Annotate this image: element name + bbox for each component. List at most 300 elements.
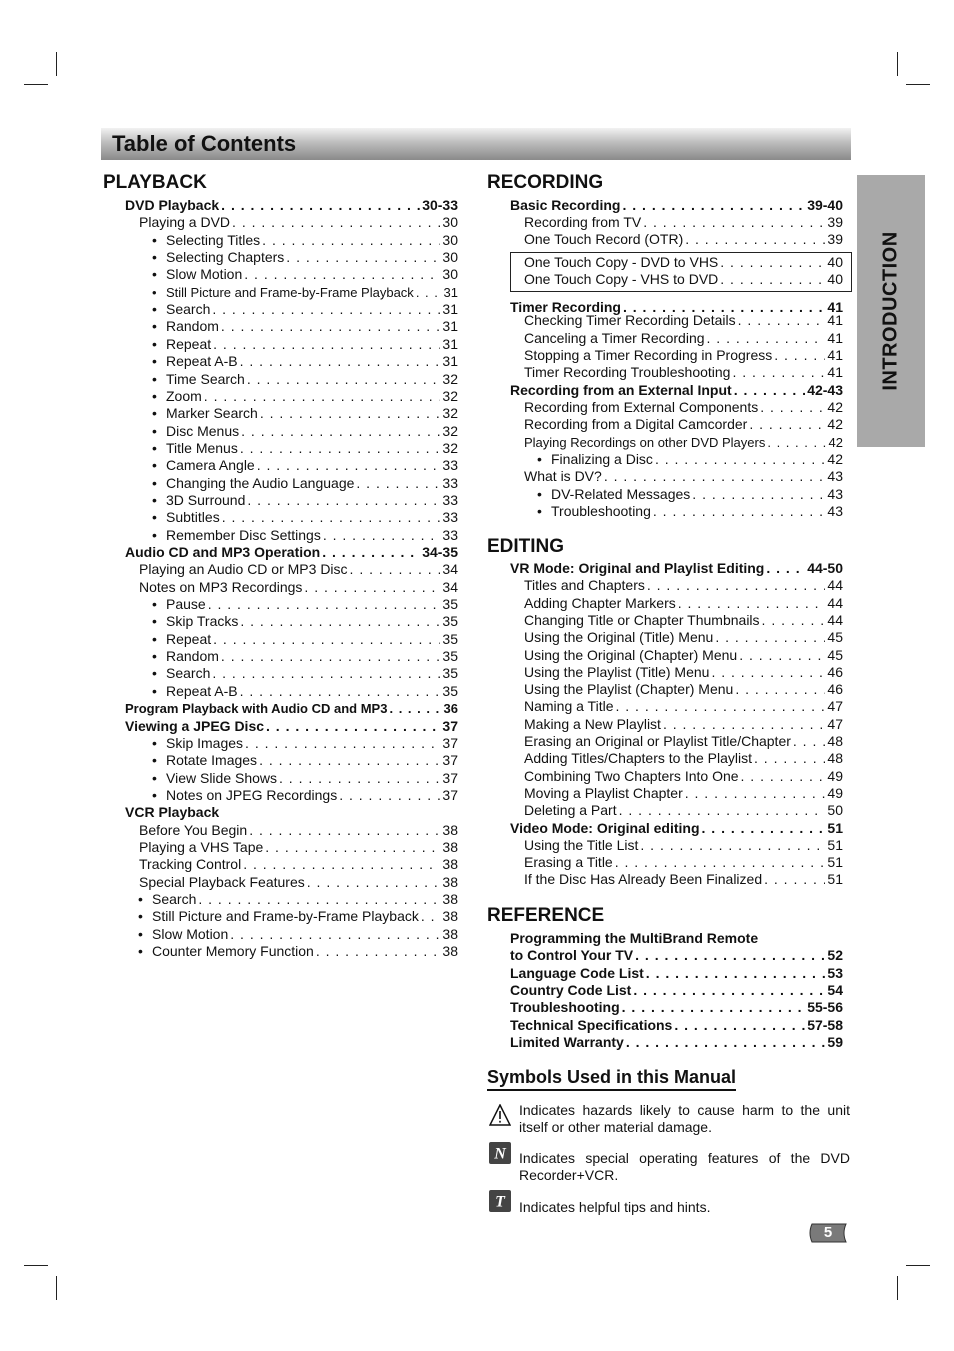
toc-entry-label: Basic Recording xyxy=(510,197,621,213)
toc-entry[interactable] xyxy=(166,249,458,266)
toc-subheading: VCR Playback xyxy=(125,804,220,821)
playback-heading: PLAYBACK xyxy=(103,172,207,193)
dot-leader xyxy=(222,509,441,526)
toc-entry[interactable] xyxy=(524,312,843,329)
toc-entry[interactable] xyxy=(524,750,843,767)
toc-entry[interactable] xyxy=(139,579,458,596)
dot-leader xyxy=(232,214,440,231)
dot-leader xyxy=(685,231,825,248)
toc-entry[interactable] xyxy=(524,664,843,681)
toc-entry[interactable] xyxy=(510,382,843,399)
toc-entry[interactable] xyxy=(551,486,843,503)
toc-entry-page: 51 xyxy=(827,871,843,888)
toc-entry[interactable] xyxy=(524,681,843,698)
toc-entry[interactable] xyxy=(166,318,458,335)
dot-leader xyxy=(715,629,825,646)
toc-entry-page: 32 xyxy=(442,387,458,404)
toc-entry[interactable] xyxy=(524,399,843,416)
toc-entry[interactable] xyxy=(551,503,843,520)
toc-entry[interactable] xyxy=(125,700,458,717)
toc-entry[interactable] xyxy=(166,596,458,613)
dot-leader xyxy=(204,388,441,405)
dot-leader xyxy=(774,347,825,364)
toc-entry-label: Adding Titles/Chapters to the Playlist xyxy=(524,750,753,767)
toc-entry[interactable] xyxy=(510,560,843,577)
toc-entry-page: 44 xyxy=(827,577,843,594)
toc-entry[interactable] xyxy=(524,577,843,594)
crop-mark xyxy=(897,1276,898,1300)
toc-entry[interactable] xyxy=(524,733,843,750)
toc-entry[interactable] xyxy=(166,527,458,544)
toc-entry-label: Deleting a Part xyxy=(524,802,617,819)
toc-entry-page: 35 xyxy=(442,682,458,699)
toc-entry-label: • Still Picture and Frame-by-Frame Playback xyxy=(152,908,419,925)
toc-entry[interactable] xyxy=(166,232,458,249)
toc-entry-page: 30 xyxy=(442,214,458,231)
toc-entry[interactable] xyxy=(139,839,458,856)
toc-entry-label: • Zoom xyxy=(166,388,202,405)
toc-entry-label: One Touch Record (OTR) xyxy=(524,231,684,247)
toc-entry-page: 44-50 xyxy=(807,560,843,576)
dot-leader xyxy=(749,416,825,433)
toc-entry-page: 31 xyxy=(442,318,458,335)
toc-entry[interactable] xyxy=(166,423,458,440)
toc-entry[interactable] xyxy=(166,787,458,804)
toc-entry[interactable] xyxy=(152,926,458,943)
symbols-title: Symbols Used in this Manual xyxy=(487,1067,736,1091)
toc-entry[interactable] xyxy=(139,822,458,839)
toc-entry[interactable] xyxy=(166,353,458,370)
toc-entry-page: 38 xyxy=(442,908,458,925)
toc-entry-label: • Marker Search xyxy=(166,405,258,422)
toc-entry-label: • Search xyxy=(166,301,210,318)
toc-entry-label: Before You Begin xyxy=(139,821,248,838)
dot-leader xyxy=(663,716,825,733)
toc-entry-page: 38 xyxy=(442,873,458,890)
toc-entry[interactable] xyxy=(524,612,843,629)
dot-leader xyxy=(323,527,441,544)
toc-entry[interactable] xyxy=(524,768,843,785)
dot-leader xyxy=(322,544,420,561)
toc-entry[interactable] xyxy=(152,943,458,960)
editing-heading: EDITING xyxy=(487,536,565,557)
crop-mark xyxy=(56,52,57,76)
toc-entry[interactable] xyxy=(166,683,458,700)
toc-entry-label: Limited Warranty xyxy=(510,1033,624,1050)
toc-entry-page: 38 xyxy=(442,856,458,873)
toc-entry-label: If the Disc Has Already Been Finalized xyxy=(524,871,763,888)
toc-entry-page: 39 xyxy=(827,231,843,247)
toc-entry[interactable] xyxy=(166,457,458,474)
toc-entry-label: • Still Picture and Frame-by-Frame Playback xyxy=(166,284,414,301)
toc-entry-page: 36 xyxy=(443,701,458,717)
toc-entry-page: 40 xyxy=(827,254,843,270)
toc-entry[interactable] xyxy=(125,197,458,214)
dot-leader xyxy=(615,698,825,715)
toc-entry[interactable] xyxy=(166,492,458,509)
dot-leader xyxy=(754,750,825,767)
dot-leader xyxy=(240,353,441,370)
toc-entry-label: • Slow Motion xyxy=(152,926,228,943)
toc-entry[interactable] xyxy=(524,647,843,664)
toc-entry-page: 51 xyxy=(827,836,843,853)
toc-entry-label: • Notes on JPEG Recordings xyxy=(166,787,337,804)
toc-entry-label: Special Playback Features xyxy=(139,873,305,890)
toc-entry-label: • Counter Memory Function xyxy=(152,943,314,960)
toc-entry-page: 42 xyxy=(827,451,843,467)
toc-entry-label: One Touch Copy - DVD to VHS xyxy=(524,254,719,270)
dot-leader xyxy=(702,820,826,837)
dot-leader xyxy=(734,382,805,399)
dot-leader xyxy=(212,665,440,682)
toc-entry[interactable] xyxy=(166,284,458,301)
toc-entry[interactable] xyxy=(166,631,458,648)
toc-entry-page: 32 xyxy=(442,405,458,422)
toc-entry-label: Combining Two Chapters Into One xyxy=(524,767,739,784)
toc-entry-page: 51 xyxy=(827,819,843,836)
dot-leader xyxy=(619,802,826,819)
toc-entry-page: 34 xyxy=(442,578,458,595)
toc-entry-label: • View Slide Shows xyxy=(166,770,277,787)
dot-leader xyxy=(389,700,441,717)
dot-leader xyxy=(767,434,826,451)
toc-entry-page: 43 xyxy=(827,468,843,484)
toc-entry[interactable] xyxy=(524,214,843,231)
toc-entry-page: 41 xyxy=(827,312,843,328)
toc-entry-page: 37 xyxy=(442,769,458,786)
toc-entry[interactable] xyxy=(166,613,458,630)
crop-mark xyxy=(24,84,48,85)
recording-heading: RECORDING xyxy=(487,172,604,193)
toc-entry-page: 48 xyxy=(827,733,843,749)
toc-entry-page: 41 xyxy=(827,364,843,380)
toc-entry-page: 48 xyxy=(827,750,843,767)
toc-entry-label: Playing a VHS Tape xyxy=(139,838,264,855)
toc-entry-label: One Touch Copy - VHS to DVD xyxy=(524,271,719,287)
toc-entry-page: 37 xyxy=(442,752,458,769)
dot-leader xyxy=(260,405,441,422)
toc-entry-page: 34-35 xyxy=(422,544,458,560)
toc-entry[interactable] xyxy=(152,891,458,908)
dot-leader xyxy=(247,371,441,388)
toc-entry-label: Recording from a Digital Camcorder xyxy=(524,416,748,432)
symbol-text-note: Indicates special operating features of the DVD Recorder+VCR. xyxy=(519,1150,850,1183)
dot-leader xyxy=(604,468,826,485)
dot-leader xyxy=(674,1017,805,1034)
crop-mark xyxy=(906,1265,930,1266)
toc-entry-label: Adding Chapter Markers xyxy=(524,594,676,611)
toc-entry[interactable] xyxy=(166,735,458,752)
dot-leader xyxy=(356,475,440,492)
toc-entry-label: • Changing the Audio Language xyxy=(166,475,354,492)
toc-entry[interactable] xyxy=(524,271,843,288)
toc-entry-label: Recording from TV xyxy=(524,214,642,230)
toc-entry[interactable] xyxy=(125,544,458,561)
dot-leader xyxy=(421,908,441,925)
dot-leader xyxy=(279,770,440,787)
dot-leader xyxy=(213,336,440,353)
toc-entry-label: • Random xyxy=(166,648,219,665)
toc-entry[interactable] xyxy=(166,665,458,682)
toc-entry[interactable] xyxy=(510,1034,843,1051)
toc-entry-page: 41 xyxy=(827,347,843,363)
toc-entry-page: 33 xyxy=(442,474,458,491)
dot-leader xyxy=(243,856,440,873)
toc-entry-label: Video Mode: Original editing xyxy=(510,819,700,836)
toc-entry-page: 41 xyxy=(827,330,843,346)
toc-entry[interactable] xyxy=(524,595,843,612)
toc-entry[interactable] xyxy=(524,837,843,854)
toc-entry-label: Making a New Playlist xyxy=(524,715,661,732)
note-n-icon xyxy=(489,1142,511,1164)
toc-entry[interactable] xyxy=(166,752,458,769)
toc-entry[interactable] xyxy=(551,451,843,468)
toc-entry-label: Playing Recordings on other DVD Players xyxy=(524,435,766,450)
toc-entry[interactable] xyxy=(510,982,843,999)
toc-entry[interactable] xyxy=(524,785,843,802)
toc-entry-label: Moving a Playlist Chapter xyxy=(524,784,683,801)
toc-entry-label: Canceling a Timer Recording xyxy=(524,330,705,346)
toc-entry[interactable] xyxy=(510,820,843,837)
toc-entry-page: 38 xyxy=(442,891,458,907)
toc-entry-label: Using the Original (Title) Menu xyxy=(524,629,714,646)
dot-leader xyxy=(615,854,826,871)
crop-mark xyxy=(906,84,930,85)
toc-entry[interactable] xyxy=(166,301,458,318)
toc-entry-label: • Title Menus xyxy=(166,440,238,457)
toc-entry-label: • Repeat xyxy=(166,336,211,353)
toc-entry-label: Checking Timer Recording Details xyxy=(524,312,736,328)
dot-leader xyxy=(685,785,826,802)
toc-entry-page: 33 xyxy=(442,509,458,526)
toc-entry-label: • Repeat xyxy=(166,631,211,648)
crop-mark xyxy=(897,52,898,76)
dot-leader xyxy=(230,926,440,943)
toc-entry-label: Recording from an External Input xyxy=(510,382,732,398)
toc-entry-page: 39 xyxy=(827,214,843,230)
dot-leader xyxy=(339,787,440,804)
toc-entry-label: Viewing a JPEG Disc xyxy=(125,717,265,734)
toc-entry-label: Timer Recording xyxy=(510,299,621,315)
toc-entry[interactable] xyxy=(524,330,843,347)
toc-entry[interactable] xyxy=(510,947,843,964)
dot-leader xyxy=(622,197,805,214)
toc-entry-label: • Repeat A-B xyxy=(166,353,238,370)
toc-entry[interactable] xyxy=(510,1017,843,1034)
symbol-text-warning: Indicates hazards likely to cause harm to the unit itself or other material damage. xyxy=(519,1102,850,1135)
toc-entry-label: Naming a Title xyxy=(524,698,614,715)
dot-leader xyxy=(257,457,441,474)
toc-entry-label: • Selecting Chapters xyxy=(166,249,284,266)
toc-entry-label: • Search xyxy=(152,891,196,908)
toc-entry-page: 30 xyxy=(442,266,458,283)
toc-entry-label: Titles and Chapters xyxy=(524,577,645,594)
toc-entry-page: 35 xyxy=(442,648,458,665)
toc-entry[interactable] xyxy=(524,871,843,888)
toc-entry[interactable] xyxy=(166,388,458,405)
toc-entry-page: 51 xyxy=(827,854,843,871)
dot-leader xyxy=(643,214,825,231)
toc-entry-page: 54 xyxy=(827,981,843,998)
toc-entry-page: 46 xyxy=(827,663,843,680)
toc-entry-label: • Skip Tracks xyxy=(166,613,238,630)
toc-entry-label: Country Code List xyxy=(510,981,632,998)
toc-entry[interactable] xyxy=(510,999,843,1016)
toc-entry[interactable] xyxy=(139,214,458,231)
toc-entry[interactable] xyxy=(524,254,843,271)
dot-leader xyxy=(732,364,825,381)
toc-entry-page: 37 xyxy=(442,734,458,751)
toc-entry[interactable] xyxy=(166,371,458,388)
toc-entry[interactable] xyxy=(524,854,843,871)
toc-entry-label: • 3D Surround xyxy=(166,492,245,509)
toc-entry-page: 55-56 xyxy=(807,999,843,1016)
toc-entry[interactable] xyxy=(166,475,458,492)
dot-leader xyxy=(738,312,826,329)
toc-entry-page: 39-40 xyxy=(807,197,843,213)
toc-entry[interactable] xyxy=(524,347,843,364)
toc-entry-label: Stopping a Timer Recording in Progress xyxy=(524,347,773,363)
toc-entry[interactable] xyxy=(166,336,458,353)
toc-entry[interactable] xyxy=(524,716,843,733)
toc-entry[interactable] xyxy=(524,364,843,381)
toc-entry-page: 35 xyxy=(442,630,458,647)
dot-leader xyxy=(764,871,825,888)
dot-leader xyxy=(241,423,440,440)
toc-entry-page: 46 xyxy=(827,681,843,698)
crop-mark xyxy=(24,1265,48,1266)
toc-entry-label: • Troubleshooting xyxy=(551,503,651,520)
dot-leader xyxy=(198,891,440,908)
toc-entry[interactable] xyxy=(166,770,458,787)
toc-entry-label: Erasing a Title xyxy=(524,854,613,871)
toc-entry-label: • Search xyxy=(166,665,210,682)
title-bar xyxy=(101,128,851,160)
toc-entry[interactable] xyxy=(166,648,458,665)
toc-entry[interactable] xyxy=(524,416,843,433)
toc-entry[interactable] xyxy=(524,802,843,819)
svg-text:T: T xyxy=(495,1193,505,1211)
toc-entry[interactable] xyxy=(166,509,458,526)
dot-leader xyxy=(221,197,420,214)
toc-entry-page: 57-58 xyxy=(807,1016,843,1033)
toc-entry-label: Audio CD and MP3 Operation xyxy=(125,544,321,560)
toc-entry-label: • Subtitles xyxy=(166,509,220,526)
toc-entry-label: Using the Original (Chapter) Menu xyxy=(524,646,738,663)
dot-leader xyxy=(653,503,826,520)
toc-entry[interactable] xyxy=(166,440,458,457)
dot-leader xyxy=(221,648,441,665)
toc-entry[interactable] xyxy=(139,856,458,873)
toc-entry-label: Timer Recording Troubleshooting xyxy=(524,364,731,380)
toc-entry[interactable] xyxy=(524,231,843,248)
dot-leader xyxy=(286,249,440,266)
side-tab xyxy=(857,175,925,447)
crop-mark xyxy=(56,1276,57,1300)
dot-leader xyxy=(240,683,441,700)
toc-entry-label: • Repeat A-B xyxy=(166,683,238,700)
toc-entry[interactable] xyxy=(524,698,843,715)
toc-entry-page: 38 xyxy=(442,925,458,942)
dot-leader xyxy=(213,631,440,648)
toc-entry-label: • Skip Images xyxy=(166,735,243,752)
toc-entry-page: 41 xyxy=(827,299,843,315)
toc-entry[interactable] xyxy=(166,405,458,422)
toc-entry[interactable] xyxy=(510,965,843,982)
toc-entry[interactable] xyxy=(152,908,458,925)
dot-leader xyxy=(244,266,440,283)
toc-entry-page: 31 xyxy=(442,335,458,352)
dot-leader xyxy=(678,595,826,612)
toc-entry-label: • Selecting Titles xyxy=(166,232,260,249)
toc-entry[interactable] xyxy=(139,561,458,578)
toc-entry[interactable] xyxy=(524,434,843,451)
toc-entry-label: What is DV? xyxy=(524,468,602,484)
dot-leader xyxy=(647,577,826,594)
toc-entry-page: 37 xyxy=(442,717,458,734)
dot-leader xyxy=(622,999,806,1016)
toc-entry-label: • Pause xyxy=(166,596,206,613)
toc-entry[interactable] xyxy=(524,629,843,646)
dot-leader xyxy=(212,301,440,318)
dot-leader xyxy=(741,768,826,785)
toc-entry-page: 32 xyxy=(442,439,458,456)
toc-entry-page: 33 xyxy=(442,526,458,543)
toc-entry-page: 45 xyxy=(827,646,843,663)
toc-entry-label: • Slow Motion xyxy=(166,266,242,283)
toc-entry-page: 34 xyxy=(442,561,458,578)
dot-leader xyxy=(221,318,441,335)
dot-leader xyxy=(720,254,825,271)
symbol-text-tip: Indicates helpful tips and hints. xyxy=(519,1199,711,1215)
toc-entry[interactable] xyxy=(524,468,843,485)
toc-entry-label: • Remember Disc Settings xyxy=(166,527,321,544)
toc-entry-label: to Control Your TV xyxy=(510,947,634,964)
dot-leader xyxy=(265,839,440,856)
tip-t-icon xyxy=(489,1190,511,1212)
toc-entry-page: 35 xyxy=(442,596,458,613)
toc-entry-page: 45 xyxy=(827,629,843,646)
toc-entry-page: 33 xyxy=(442,491,458,508)
toc-entry-label: • DV-Related Messages xyxy=(551,486,690,503)
toc-entry-page: 52 xyxy=(827,947,843,964)
toc-entry-label: • Camera Angle xyxy=(166,457,255,474)
dot-leader xyxy=(640,837,825,854)
toc-entry[interactable] xyxy=(166,266,458,283)
toc-entry-page: 35 xyxy=(442,613,458,630)
toc-entry-page: 53 xyxy=(827,964,843,981)
dot-leader xyxy=(735,681,825,698)
page-title: Table of Contents xyxy=(112,131,297,156)
toc-entry-page: 42-43 xyxy=(807,382,843,398)
toc-entry[interactable] xyxy=(139,874,458,891)
toc-entry-label: Technical Specifications xyxy=(510,1016,673,1033)
toc-entry-page: 50 xyxy=(827,802,843,819)
dot-leader xyxy=(655,451,825,468)
dot-leader xyxy=(240,613,440,630)
reference-heading: REFERENCE xyxy=(487,905,605,926)
toc-entry-label: Playing a DVD xyxy=(139,214,231,231)
dot-leader xyxy=(720,271,825,288)
dot-leader xyxy=(707,330,826,347)
toc-entry-page: 33 xyxy=(442,457,458,474)
dot-leader xyxy=(692,486,825,503)
toc-entry[interactable] xyxy=(510,197,843,214)
toc-entry-page: 31 xyxy=(442,301,458,318)
dot-leader xyxy=(245,735,440,752)
toc-entry-label: Program Playback with Audio CD and MP3 xyxy=(125,701,388,717)
toc-entry[interactable] xyxy=(125,718,458,735)
